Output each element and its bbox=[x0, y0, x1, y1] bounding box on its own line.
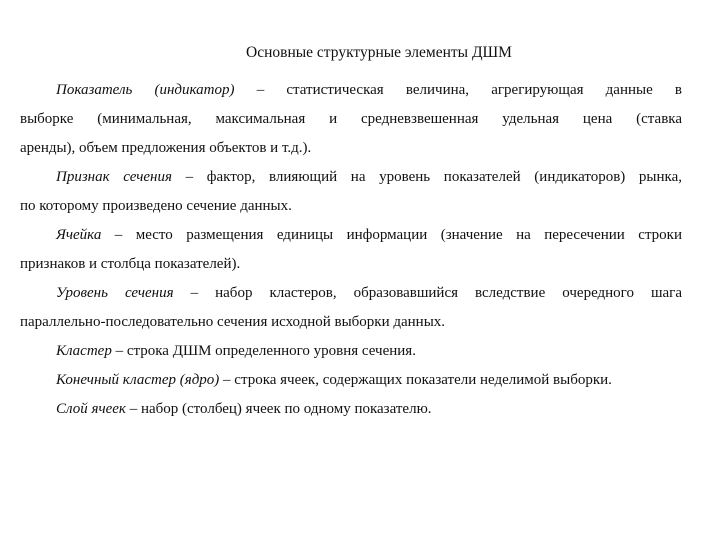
term-final-cluster: Конечный кластер (ядро) bbox=[56, 372, 220, 388]
definition-text: – строка ячеек, содержащих показатели неделимой выборки. bbox=[223, 372, 612, 388]
term-cluster: Кластер bbox=[56, 343, 112, 359]
definition-section-feature-line-1 bbox=[56, 167, 682, 187]
definition-text: – строка ДШМ определенного уровня сечения. bbox=[115, 343, 416, 359]
definition-indicator-line-1 bbox=[56, 80, 682, 100]
definition-cell-line-2: признаков и столбца показателей). bbox=[20, 256, 241, 272]
term-section-feature: Признак сечения bbox=[56, 169, 172, 185]
definition-section-level-line-1 bbox=[56, 283, 682, 303]
definition-cell-line-1 bbox=[56, 225, 682, 245]
definition-section-level-line-2: параллельно-последовательно сечения исходной выборки данных. bbox=[20, 314, 446, 330]
definition-text: – фактор, влияющий на уровень показателей (индикаторов) рынка, bbox=[185, 169, 683, 185]
term-cell-layer: Слой ячеек bbox=[56, 401, 126, 417]
definition-section-feature-line-2: по которому произведено сечение данных. bbox=[20, 198, 292, 214]
definition-final-cluster-line-1 bbox=[56, 370, 612, 390]
term-cell: Ячейка bbox=[56, 227, 102, 243]
definition-indicator-line-2: выборке (минимальная, максимальная и средневзвешенная удельная цена (ставка bbox=[20, 111, 682, 127]
term-section-level: Уровень сечения bbox=[56, 285, 174, 301]
definition-text: – место размещения единицы информации (значение на пересечении строки bbox=[114, 227, 682, 243]
definition-text: – набор (столбец) ячеек по одному показателю. bbox=[129, 401, 432, 417]
definition-text: – набор кластеров, образовавшийся вследствие очередного шага bbox=[190, 285, 682, 301]
definition-cell-layer-line-1 bbox=[56, 399, 432, 419]
definition-cluster-line-1 bbox=[56, 341, 416, 361]
term-indicator: Показатель (индикатор) bbox=[56, 82, 235, 98]
definition-indicator-line-3: аренды), объем предложения объектов и т.д.). bbox=[20, 140, 312, 156]
page-title: Основные структурные элементы ДШМ bbox=[246, 44, 512, 61]
definition-text: – статистическая величина, агрегирующая данные в bbox=[256, 82, 683, 98]
